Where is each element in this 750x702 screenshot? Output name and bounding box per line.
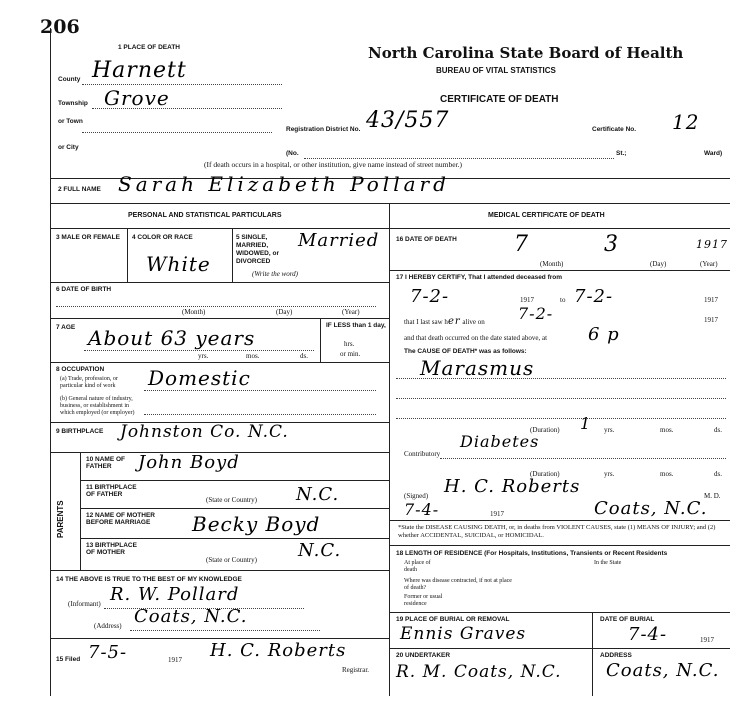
at-place-label: At place of death — [404, 560, 431, 573]
hospital-note: (If death occurs in a hospital, or other institution, give name instead of street number.) — [204, 160, 463, 169]
burial-date-label: DATE OF BURIAL — [600, 616, 655, 623]
death-year-label: (Year) — [700, 260, 718, 268]
mother-name-value: Becky Boyd — [192, 512, 321, 536]
burial-place-value: Ennis Graves — [400, 624, 527, 644]
mother-name-label: 12 NAME OF MOTHER BEFORE MARRIAGE — [86, 512, 155, 526]
alive-label: alive on — [462, 318, 485, 326]
age-value: About 63 years — [88, 326, 256, 350]
alive-year: 1917 — [704, 316, 718, 324]
rule-after-parents — [50, 570, 389, 571]
medical-header: MEDICAL CERTIFICATE OF DEATH — [488, 212, 605, 219]
occupation-note-a: (a) Trade, profession, or particular kind of work — [60, 376, 118, 389]
undertaker-value: R. M. Coats, N.C. — [396, 662, 562, 682]
occupation-value: Domestic — [148, 366, 251, 390]
duration-ds-label: ds. — [714, 426, 722, 434]
full-name-value: Sarah Elizabeth Pollard — [118, 172, 450, 196]
cause-label: The CAUSE OF DEATH* was as follows: — [404, 348, 527, 355]
town-label: or Town — [58, 118, 83, 125]
filed-label: 15 Filed — [56, 656, 81, 663]
signed-label: (Signed) — [404, 492, 429, 500]
duration-yrs: 1 — [580, 414, 592, 433]
rule-med-footnote — [389, 520, 730, 521]
registration-label: Registration District No. — [286, 126, 361, 133]
rule-med-residence — [389, 545, 730, 546]
filed-date: 7-5- — [88, 642, 128, 663]
occupation-line-b — [144, 414, 376, 415]
signed-date: 7-4- — [404, 500, 440, 519]
father-birth-label: 11 BIRTHPLACE OF FATHER — [86, 484, 137, 498]
death-month: 7 — [514, 232, 529, 257]
contributory-value: Diabetes — [460, 432, 540, 451]
place-of-death-label: 1 PLACE OF DEATH — [118, 44, 180, 51]
duration2-mos-label: mos. — [660, 470, 674, 478]
footnote: *State the DISEASE CAUSING DEATH, or, in deaths from VIOLENT CAUSES, state (1) MEANS OF INJURY; and (2) whether ACCIDENTAL, SUICIDAL, or HOMICIDAL. — [398, 524, 716, 539]
county-value: Harnett — [92, 58, 187, 83]
md-label: M. D. — [704, 492, 721, 500]
father-name-label: 10 NAME OF FATHER — [86, 456, 126, 470]
to-year: 1917 — [704, 296, 718, 304]
age-line — [84, 350, 314, 351]
signed-year: 1917 — [490, 510, 504, 518]
age-ds-label: ds. — [300, 352, 308, 360]
burial-place-label: 19 PLACE OF BURIAL OR REMOVAL — [396, 616, 510, 623]
duration-label-1: (Duration) — [530, 426, 560, 434]
former-residence-label: Former or usual residence — [404, 594, 443, 607]
birth-label: 6 DATE OF BIRTH — [56, 286, 112, 293]
informant-section-label: 14 THE ABOVE IS TRUE TO THE BEST OF MY KNOWLEDGE — [56, 576, 242, 583]
color-value: White — [146, 252, 211, 276]
in-state-label: In the State — [594, 560, 622, 566]
last-saw-text: that I last saw h — [404, 318, 448, 326]
sex-color-divider — [127, 228, 128, 282]
rule-after-informant — [50, 638, 389, 639]
rule-after-sex — [50, 282, 389, 283]
disease-contracted-label: Where was disease contracted, if not at place of death? — [404, 578, 512, 591]
rule-burial-mid — [389, 648, 730, 649]
burial-divider — [592, 612, 593, 696]
certificate-no-value: 12 — [672, 110, 700, 134]
parents-divider — [80, 452, 81, 570]
mother-state-label: (State or Country) — [206, 556, 257, 564]
st-label: St.; — [616, 150, 627, 157]
rule-after-father-birth — [80, 508, 389, 509]
informant-address-label: (Address) — [94, 622, 122, 630]
parents-label: PARENTS — [56, 500, 65, 538]
signed-value: H. C. Roberts — [444, 476, 581, 497]
color-label: 4 COLOR OR RACE — [132, 234, 193, 241]
certificate-title: CERTIFICATE OF DEATH — [440, 94, 559, 105]
informant-address-line — [130, 630, 320, 631]
burial-address-label: ADDRESS — [600, 652, 632, 659]
birth-month-label: (Month) — [182, 308, 206, 316]
no-label: (No. — [286, 150, 299, 157]
certify-label: 17 I HEREBY CERTIFY, That I attended deceased from — [396, 274, 563, 281]
alive-date: 7-2- — [518, 304, 554, 323]
mother-birth-label: 13 BIRTHPLACE OF MOTHER — [86, 542, 137, 556]
informant-label: (Informant) — [68, 600, 101, 608]
less-hrs-label: hrs. — [344, 340, 355, 348]
death-year: 1917 — [696, 238, 728, 251]
registrar-value: H. C. Roberts — [210, 640, 347, 661]
last-saw-label — [404, 316, 485, 327]
from-date: 7-2- — [410, 286, 450, 307]
residence-label: 18 LENGTH OF RESIDENCE (For Hospitals, Institutions, Transients or Recent Residents — [396, 550, 668, 557]
cause-value: Marasmus — [420, 356, 535, 380]
certificate-no-label: Certificate No. — [592, 126, 637, 133]
less-min-label: or min. — [340, 350, 361, 358]
no-line — [304, 158, 614, 159]
duration2-yrs-label: yrs. — [604, 470, 615, 478]
father-state-label: (State or Country) — [206, 496, 257, 504]
occupation-line — [144, 390, 376, 391]
center-divider — [389, 203, 390, 696]
birthplace-value: Johnston Co. N.C. — [120, 422, 289, 442]
death-time: 6 p — [588, 324, 620, 345]
age-label: 7 AGE — [56, 324, 76, 331]
rule-med-after-date — [389, 270, 730, 271]
personal-header: PERSONAL AND STATISTICAL PARTICULARS — [128, 212, 282, 219]
last-saw-her: er — [447, 316, 461, 327]
informant-value: R. W. Pollard — [110, 584, 240, 605]
bureau-title: BUREAU OF VITAL STATISTICS — [436, 66, 556, 75]
rule-after-father-name — [80, 480, 389, 481]
death-date-label: 16 DATE OF DEATH — [396, 236, 457, 243]
age-mos-label: mos. — [246, 352, 260, 360]
age-yrs-label: yrs. — [198, 352, 209, 360]
status-value: Married — [298, 230, 380, 251]
filed-year: 1917 — [168, 656, 182, 664]
county-line — [82, 84, 282, 85]
board-title: North Carolina State Board of Health — [368, 44, 684, 62]
county-label: County — [58, 76, 81, 83]
rule-after-birth — [50, 318, 389, 319]
death-occurred-label: and that death occurred on the date stated above, at — [404, 334, 548, 342]
duration-label-2: (Duration) — [530, 470, 560, 478]
from-year: 1917 — [520, 296, 534, 304]
full-name-label: 2 FULL NAME — [58, 186, 101, 193]
rule-after-mother-name — [80, 538, 389, 539]
occupation-label: 8 OCCUPATION — [56, 366, 105, 373]
township-value: Grove — [104, 86, 170, 110]
duration-mos-label: mos. — [660, 426, 674, 434]
father-birth-value: N.C. — [296, 484, 340, 505]
birth-year-label: (Year) — [342, 308, 360, 316]
burial-year: 1917 — [700, 636, 714, 644]
contributory-line — [440, 458, 726, 459]
cause-line-1 — [396, 378, 726, 379]
cause-line-2 — [396, 398, 726, 399]
age-less-divider — [320, 318, 321, 362]
occupation-note-b: (b) General nature of industry, business, or establishment in which employed (or employer) — [60, 396, 135, 416]
death-day: 3 — [604, 232, 619, 257]
sex-label: 3 MALE OR FEMALE — [56, 234, 120, 241]
rule-after-age — [50, 362, 389, 363]
page-number: 206 — [40, 16, 80, 38]
death-month-label: (Month) — [540, 260, 564, 268]
duration2-ds-label: ds. — [714, 470, 722, 478]
death-day-label: (Day) — [650, 260, 667, 268]
informant-address-value: Coats, N.C. — [134, 606, 248, 627]
registrar-label: Registrar. — [342, 666, 370, 674]
contributory-label: Contributory — [404, 450, 441, 458]
father-name-value: John Boyd — [138, 452, 240, 473]
less-label: IF LESS than 1 day, — [326, 322, 386, 329]
rule-section-headers — [50, 228, 730, 229]
undertaker-label: 20 UNDERTAKER — [396, 652, 451, 659]
status-label: 5 SINGLE, MARRIED, WIDOWED, or DIVORCED — [236, 234, 279, 265]
to-date: 7-2- — [574, 286, 614, 307]
town-line — [82, 132, 272, 133]
mother-birth-value: N.C. — [298, 540, 342, 561]
to-label: to — [560, 296, 566, 304]
birth-day-label: (Day) — [276, 308, 293, 316]
registration-value: 43/557 — [366, 108, 450, 133]
burial-date-value: 7-4- — [628, 624, 668, 645]
birth-line — [56, 306, 376, 307]
signed-address: Coats, N.C. — [594, 498, 708, 519]
burial-address-value: Coats, N.C. — [606, 660, 720, 681]
ward-label: Ward) — [704, 150, 723, 157]
rule-burial-top — [389, 612, 730, 613]
city-label: or City — [58, 144, 79, 151]
color-status-divider — [232, 228, 233, 282]
cause-line-3 — [396, 418, 726, 419]
birthplace-label: 9 BIRTHPLACE — [56, 428, 104, 435]
rule-fullname-bottom — [50, 203, 730, 204]
township-label: Township — [58, 100, 88, 107]
status-note: (Write the word) — [252, 270, 299, 278]
duration-yrs-label: yrs. — [604, 426, 615, 434]
